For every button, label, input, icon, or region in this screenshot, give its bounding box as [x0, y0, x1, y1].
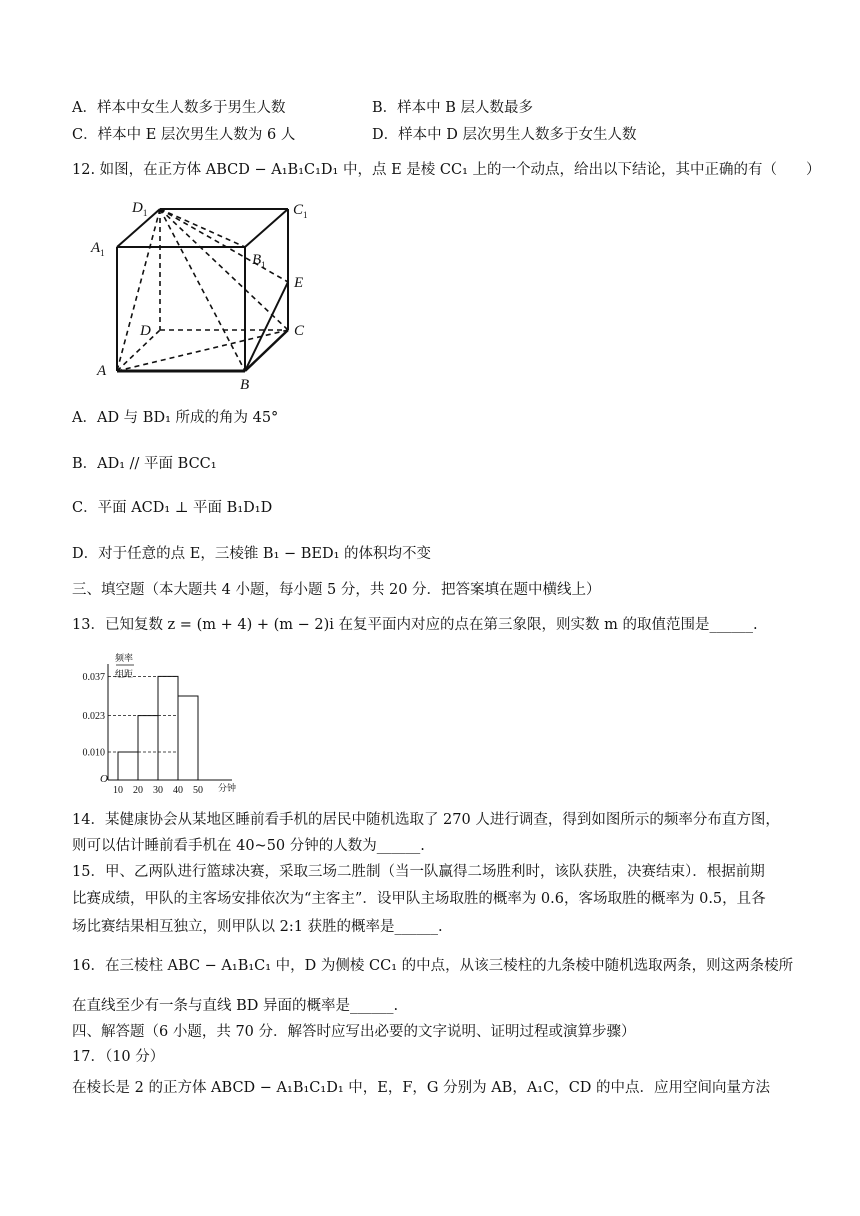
q13-text: 13．已知复数 z = (m + 4) + (m − 2)i 在复平面内对应的点在第三象限，则实数 m 的取值范围是______.	[72, 617, 758, 633]
x-axis-label: 分钟	[218, 783, 237, 793]
q17-score: 17．（10 分）	[72, 1049, 165, 1065]
q14-line-2: 则可以估计睡前看手机在 40~50 分钟的人数为______.	[72, 838, 425, 854]
diagonal-b1d1	[160, 209, 245, 247]
histogram-bar	[178, 696, 198, 780]
label-a1: $A_1$	[91, 240, 105, 258]
q12-option-d: D．对于任意的点 E，三棱锥 B₁ − BED₁ 的体积均不变	[72, 546, 432, 562]
x-tick-label: 10	[113, 785, 123, 796]
edge-ad	[117, 330, 160, 371]
origin-label: O	[100, 773, 108, 785]
label-c1: $C_1$	[293, 202, 308, 220]
label-c: C	[294, 323, 305, 339]
q11-option-a: A．样本中女生人数多于男生人数	[72, 100, 286, 116]
histogram-bar	[158, 676, 178, 780]
y-label-bottom: 组距	[114, 669, 134, 679]
section-3-heading: 三、填空题（本大题共 4 小题，每小题 5 分，共 20 分．把答案填在题中横线上）	[72, 582, 601, 598]
label-e: E	[294, 275, 304, 291]
q11-option-d: D．样本中 D 层次男生人数多于女生人数	[372, 127, 637, 143]
x-tick-label: 40	[173, 785, 183, 796]
label-b1: $B_1$	[252, 252, 266, 270]
q16-line-1: 16．在三棱柱 ABC − A₁B₁C₁ 中，D 为侧棱 CC₁ 的中点，从该三棱柱的九条棱中随机选取两条，则这两条棱所	[72, 958, 794, 974]
q12-option-b: B．AD₁ // 平面 BCC₁	[72, 456, 217, 472]
frequency-histogram	[82, 650, 252, 798]
y-tick-label: 0.010	[82, 747, 105, 759]
histogram-bar	[138, 716, 158, 780]
x-tick-label: 50	[193, 785, 203, 796]
histogram-bar	[118, 752, 138, 780]
q12-option-c: C．平面 ACD₁ ⊥ 平面 B₁D₁D	[72, 500, 273, 516]
diagonal-ad1	[117, 209, 160, 371]
section-4-heading: 四、解答题（6 小题，共 70 分．解答时应写出必要的文字说明、证明过程或演算步骤）	[72, 1024, 636, 1040]
edge-b1c1	[245, 209, 288, 247]
x-tick-label: 30	[153, 785, 163, 796]
q11-option-b: B．样本中 B 层人数最多	[372, 100, 534, 116]
q17-text: 在棱长是 2 的正方体 ABCD − A₁B₁C₁D₁ 中，E，F，G 分别为 AB，A₁C，CD 的中点．应用空间向量方法	[72, 1080, 771, 1096]
q15-line-3: 场比赛结果相互独立，则甲队以 2:1 获胜的概率是______.	[72, 919, 443, 935]
segment-be	[245, 282, 288, 371]
q14-line-1: 14．某健康协会从某地区睡前看手机的居民中随机选取了 270 人进行调查，得到如图所示的频率分布直方图，	[72, 812, 780, 828]
y-label-top: 频率	[114, 653, 134, 663]
q15-line-2: 比赛成绩，甲队的主客场安排依次为“主客主”．设甲队主场取胜的概率为 0.6，客场取胜的概率为 0.5，且各	[72, 891, 766, 907]
label-a: A	[97, 363, 107, 379]
edge-bc	[245, 330, 288, 371]
y-tick-label: 0.023	[82, 711, 105, 723]
label-b: B	[240, 377, 250, 393]
q15-line-1: 15．甲、乙两队进行篮球决赛，采取三场二胜制（当一队赢得二场胜利时，该队获胜，决赛结束）．根据前期	[72, 864, 765, 880]
q11-option-c: C．样本中 E 层次男生人数为 6 人	[72, 127, 296, 143]
label-d: D	[140, 323, 151, 339]
label-d1: $D_1$	[132, 200, 148, 218]
q16-line-2: 在直线至少有一条与直线 BD 异面的概率是______.	[72, 998, 399, 1014]
cube-figure	[88, 196, 320, 394]
y-tick-label: 0.037	[82, 671, 105, 683]
q12-option-a: A．AD 与 BD₁ 所成的角为 45°	[72, 410, 279, 426]
x-tick-label: 20	[133, 785, 143, 796]
q12-stem: 12. 如图，在正方体 ABCD − A₁B₁C₁D₁ 中，点 E 是棱 CC₁ 上的一个动点，给出以下结论，其中正确的有（ ）	[72, 162, 821, 178]
segment-d1e	[160, 209, 288, 282]
